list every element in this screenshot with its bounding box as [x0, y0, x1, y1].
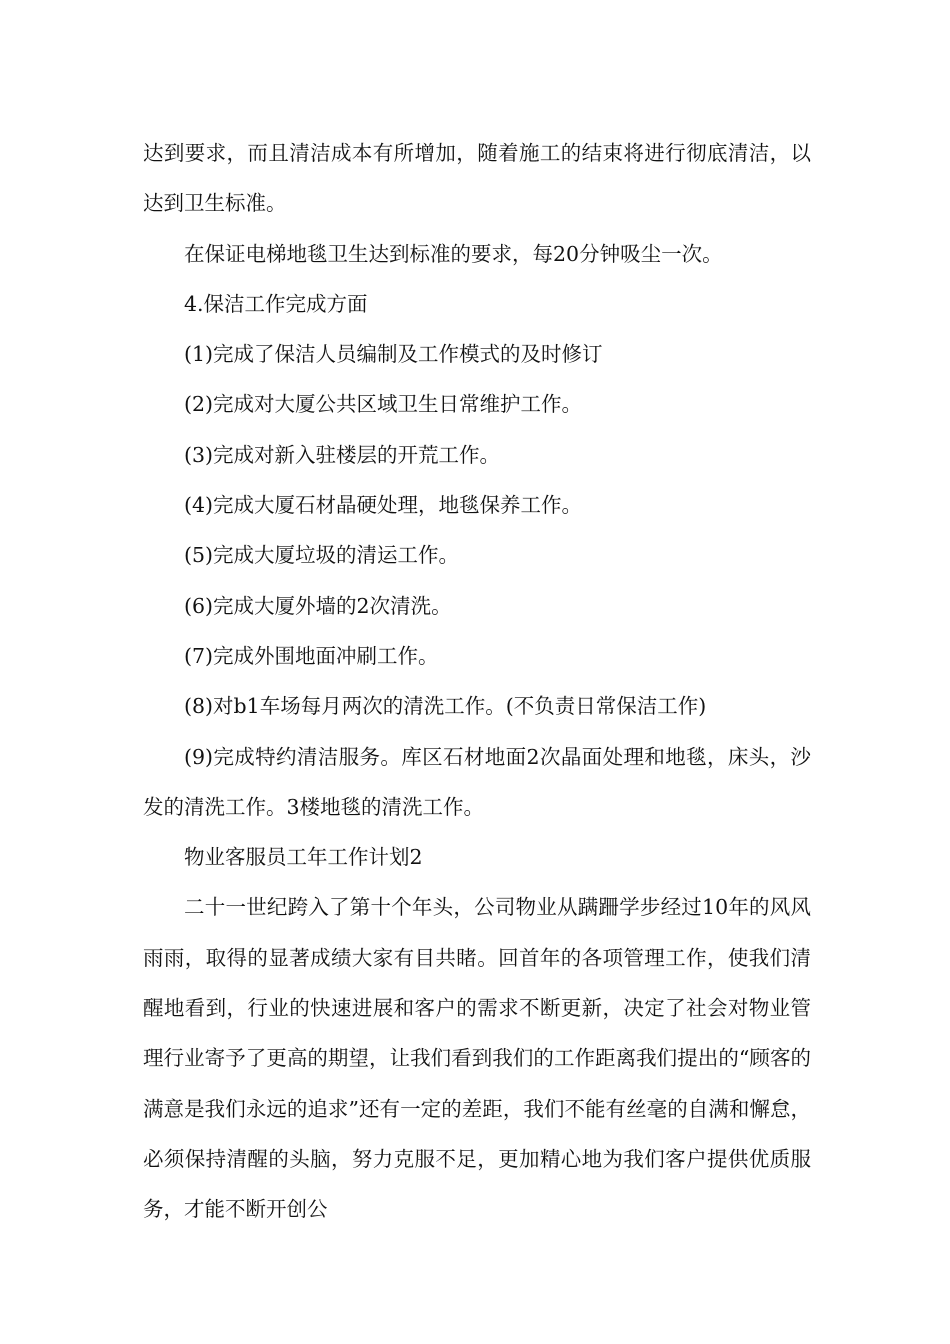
section-heading: 4.保洁工作完成方面 — [184, 291, 368, 316]
list-item-2: (2)完成对大厦公共区域卫生日常维护工作。 — [184, 392, 583, 417]
list-item-6: (6)完成大厦外墙的2次清洗。 — [184, 593, 452, 618]
list-item-8: (8)对b1车场每月两次的清洗工作。(不负责日常保洁工作) — [184, 694, 707, 719]
list-item-9: (9)完成特约清洁服务。库区石材地面2次晶面处理和地毯，床头，沙发的清洗工作。3楼地毯的清洗工作。 — [143, 744, 811, 819]
list-item-7: (7)完成外围地面冲刷工作。 — [184, 643, 439, 668]
document-body — [143, 128, 811, 1235]
list-item-3: (3)完成对新入驻楼层的开荒工作。 — [184, 442, 501, 467]
paragraph-1: 达到要求，而且清洁成本有所增加，随着施工的结束将进行彻底清洁，以达到卫生标准。 — [143, 141, 811, 216]
list-item-4: (4)完成大厦石材晶硬处理，地毯保养工作。 — [184, 493, 583, 518]
paragraph-2: 在保证电梯地毯卫生达到标准的要求，每20分钟吸尘一次。 — [184, 241, 723, 266]
plan-title: 物业客服员工年工作计划2 — [184, 845, 423, 870]
list-item-5: (5)完成大厦垃圾的清运工作。 — [184, 543, 460, 568]
body-paragraph: 二十一世纪跨入了第十个年头，公司物业从蹒跚学步经过10年的风风雨雨，取得的显著成绩大家有目共睹。回首年的各项管理工作，使我们清醒地看到，行业的快速进展和客户的需求不断更新，决定了社会对物业管理行业寄予了更高的期望，让我们看到我们的工作距离我们提出的“顾客的满意是我们永远的追求”还有一定的差距，我们不能有丝毫的自满和懈怠，必须保持清醒的头脑，努力克服不足，更加精心地为我们客户提供优质服务，才能不断开创公 — [143, 895, 811, 1222]
list-item-1: (1)完成了保洁人员编制及工作模式的及时修订 — [184, 342, 603, 367]
